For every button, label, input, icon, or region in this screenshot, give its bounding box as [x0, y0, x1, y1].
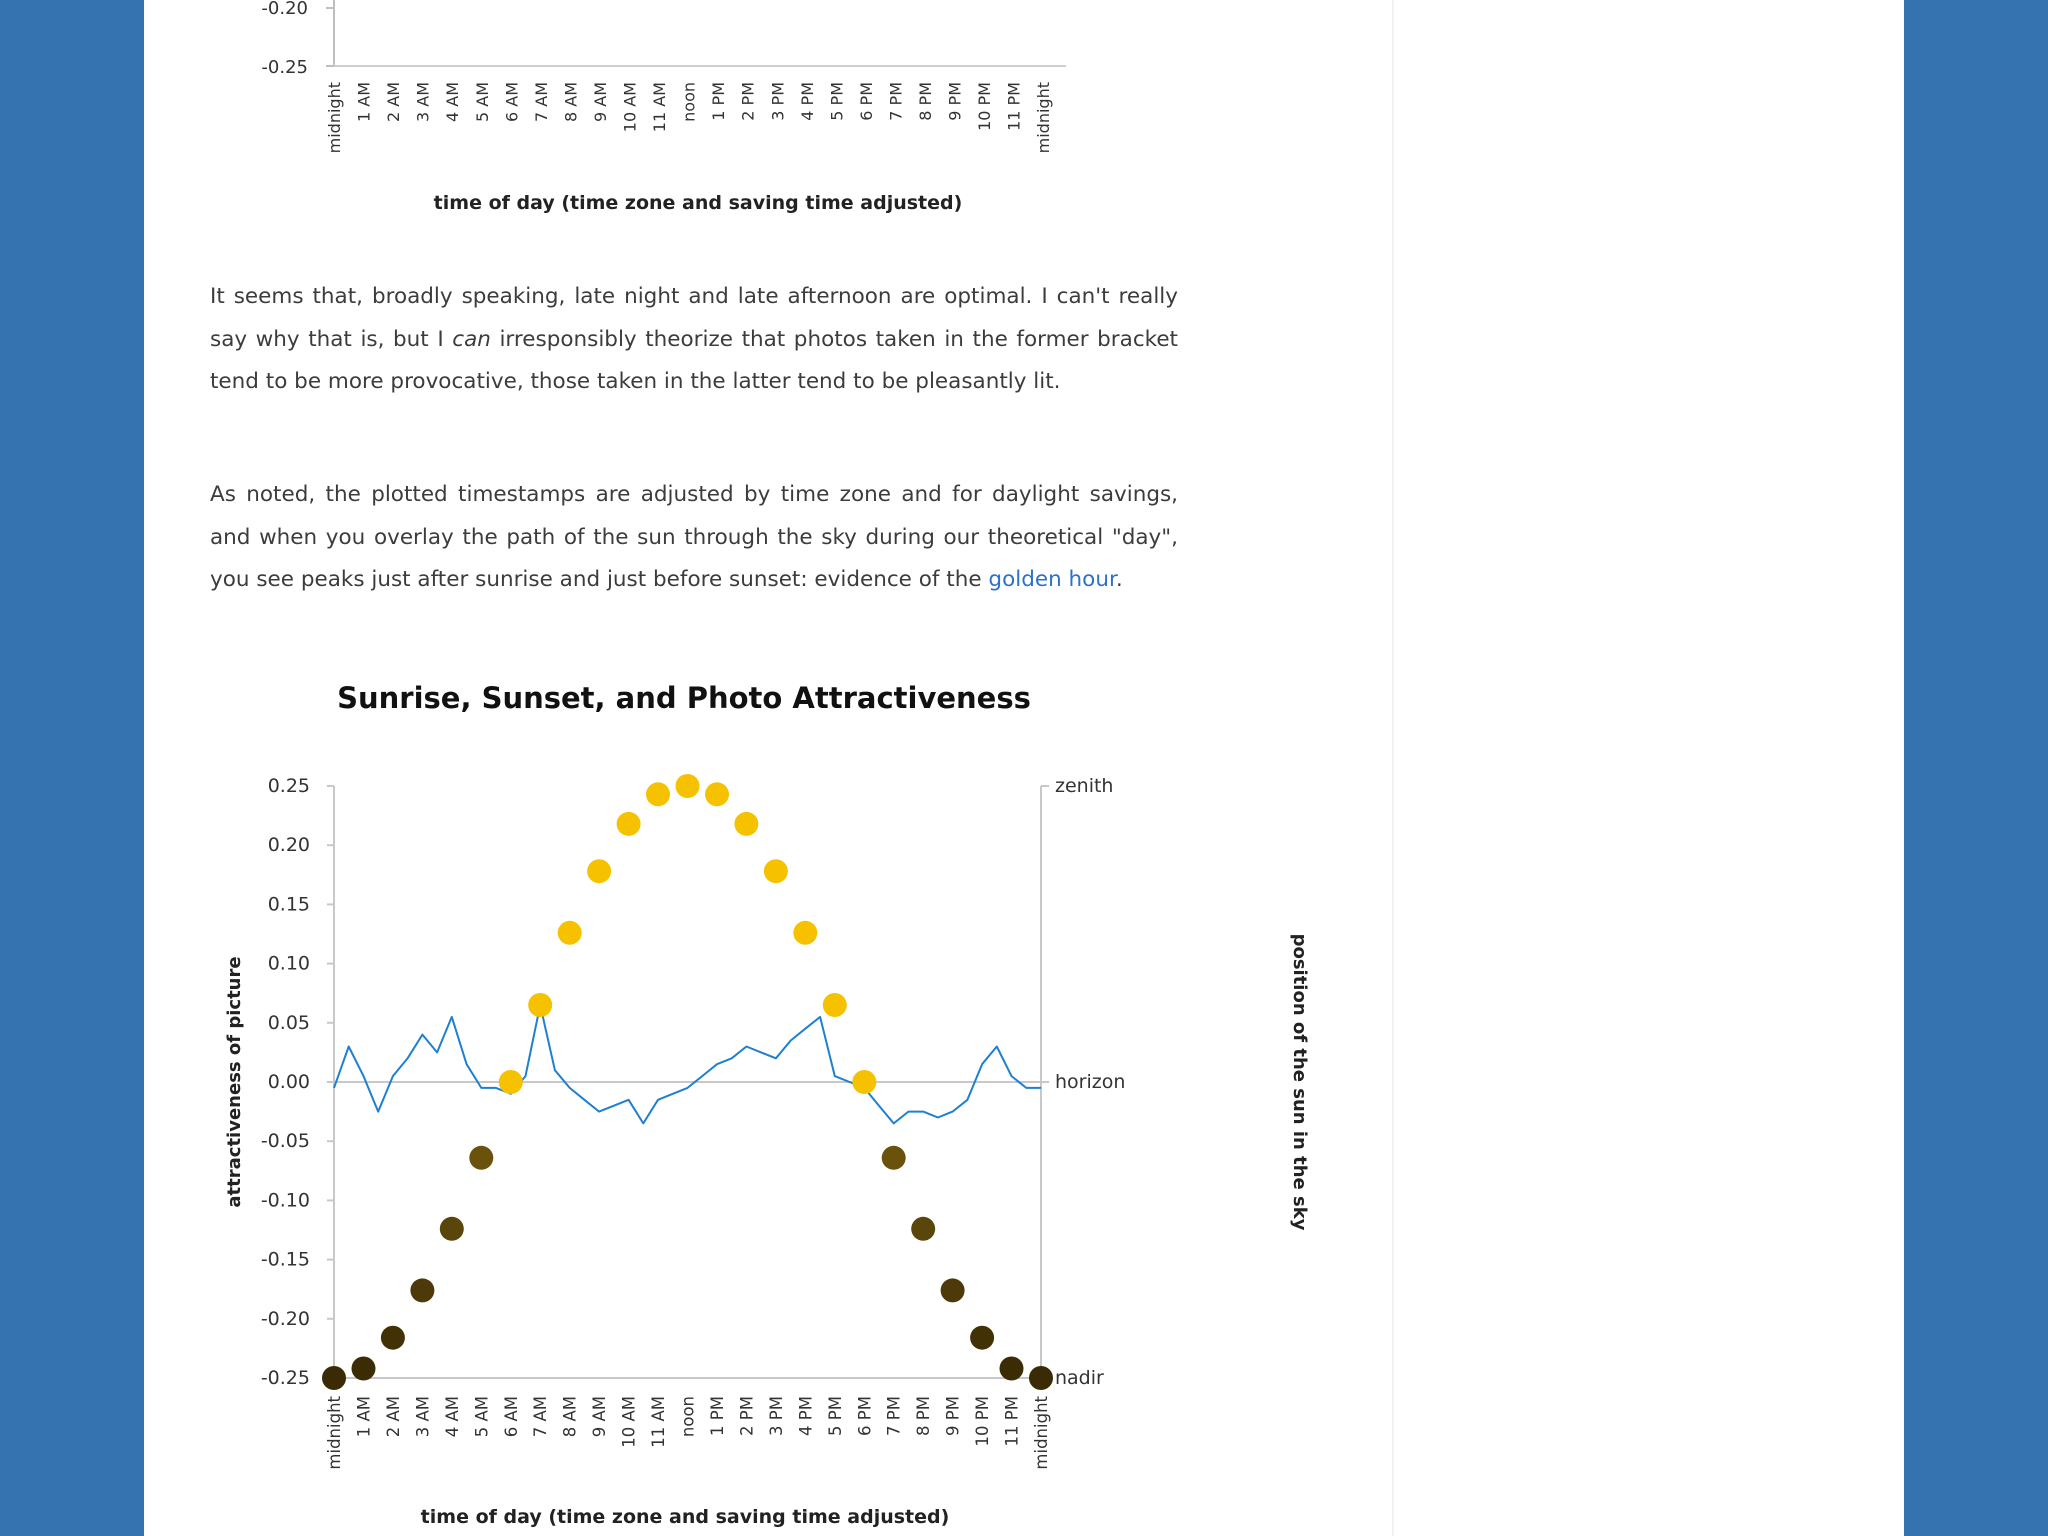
x-tick-label: 9 PM [945, 82, 965, 121]
sun-position-dot [499, 1070, 523, 1094]
y-tick-label: 0.20 [267, 834, 310, 857]
x-tick-label: 10 PM [975, 82, 995, 131]
sun-position-dot [734, 812, 758, 836]
x-tick-label: 7 PM [884, 1396, 904, 1436]
x-tick-label: 7 AM [531, 1396, 551, 1438]
x-tick-label: 1 PM [708, 1396, 727, 1436]
paragraph-text: . [1115, 567, 1123, 592]
x-axis-title: time of day (time zone and saving time adjusted) [420, 1506, 950, 1528]
sun-position-dot [823, 993, 847, 1017]
sun-position-dot [970, 1326, 994, 1350]
x-tick-label: 3 AM [413, 1396, 433, 1438]
y2-tick-labels [1041, 775, 1125, 1389]
x-tick-label: 5 PM [827, 82, 847, 121]
x-tick-label: 6 PM [856, 82, 876, 121]
emphasis-can: can [452, 326, 491, 352]
x-tick-label: 11 PM [1004, 82, 1024, 131]
x-tick-label: 5 AM [472, 82, 492, 123]
x-tick-label: midnight [325, 82, 344, 154]
sun-position-dot [852, 1070, 876, 1094]
x-tick-label: 8 PM [916, 82, 935, 121]
x-tick-label: noon [678, 1396, 698, 1438]
x-axis-title: time of day (time zone and saving time adjusted) [433, 192, 963, 214]
attractiveness-line [334, 1005, 1041, 1123]
x-tick-label: 11 PM [1002, 1396, 1022, 1447]
sun-position-dot [440, 1217, 464, 1241]
paragraph-text: As noted, the plotted timestamps are adjusted by time zone and for daylight savings, and when you overlay the path of the sun through the sky during our theoretical "day", you see peaks just after sunrise and just before sunset: evidence of the [210, 482, 1178, 592]
y-tick-label: 0.05 [267, 1011, 310, 1034]
x-tick-label: midnight [1032, 1396, 1051, 1470]
x-tick-labels [325, 1395, 1051, 1469]
x-tick-label: 1 PM [709, 82, 729, 121]
y-tick-label: 0.00 [267, 1071, 310, 1093]
golden-hour-link[interactable]: golden hour [988, 567, 1116, 592]
y2-axis-title: position of the sun in the sky [1289, 933, 1310, 1231]
sun-position-dot [911, 1217, 935, 1241]
sun-position-dot [528, 993, 552, 1017]
y2-tick-label: horizon [1055, 1071, 1126, 1093]
x-tick-label: 2 AM [383, 1396, 403, 1438]
sun-position-dot [381, 1326, 405, 1350]
x-tick-label: 3 AM [413, 82, 433, 123]
x-tick-label: 10 AM [619, 1396, 639, 1448]
x-tick-label: 1 AM [354, 1396, 374, 1438]
sun-position-dot [322, 1366, 346, 1390]
column-divider [1392, 0, 1394, 1536]
y2-tick-label: nadir [1055, 1367, 1104, 1389]
x-tick-label: midnight [325, 1396, 344, 1470]
sun-position-dot [469, 1146, 493, 1170]
x-tick-label: 9 AM [590, 1396, 610, 1438]
sun-position-dot [882, 1146, 906, 1170]
sun-position-dot [1000, 1357, 1024, 1381]
x-tick-label: 7 PM [886, 82, 906, 121]
chart-title: Sunrise, Sunset, and Photo Attractiveness [337, 681, 1031, 715]
sun-position-dot [705, 782, 729, 806]
x-tick-label: 4 AM [443, 82, 463, 123]
y-tick-labels [261, 775, 1041, 1389]
x-tick-label: 4 PM [797, 82, 817, 121]
sun-position-dot [558, 921, 582, 945]
x-tick-label: 9 AM [590, 82, 610, 123]
y-tick-label: -0.20 [261, 0, 308, 19]
x-tick-label: 3 PM [766, 1396, 786, 1436]
sun-position-dot [793, 921, 817, 945]
x-tick-label: 4 PM [796, 1396, 816, 1436]
paragraph-text: irresponsibly theorize that photos taken in the former bracket tend to be more provocative, those taken in the latter tend to be pleasantly lit. [210, 326, 1178, 394]
x-tick-label: 7 AM [531, 82, 551, 123]
x-tick-label: 6 AM [501, 1396, 521, 1438]
sun-position-dot [676, 774, 700, 798]
sun-position-dot [617, 812, 641, 836]
sunrise-sunset-chart [144, 0, 1324, 1536]
x-tick-label: 5 PM [825, 1396, 845, 1436]
x-tick-label: 10 PM [973, 1396, 993, 1447]
x-tick-label: 8 AM [561, 82, 581, 123]
paragraph-text: It seems that, broadly speaking, late night and late afternoon are optimal. I can't really say why that is, but I [210, 284, 1178, 352]
x-tick-label: 4 AM [442, 1396, 462, 1438]
sun-position-dot [764, 859, 788, 883]
y-tick-label: -0.05 [260, 1130, 310, 1153]
y-tick-label: 0.25 [267, 775, 310, 797]
x-tick-label: 9 PM [943, 1396, 963, 1436]
x-tick-label: 2 AM [384, 82, 404, 123]
x-tick-label: 6 AM [502, 82, 522, 123]
y-tick-label: -0.25 [261, 57, 308, 78]
y-tick-label: -0.10 [260, 1189, 310, 1212]
sun-position-dot [646, 782, 670, 806]
x-tick-label: 1 AM [354, 82, 374, 123]
x-tick-label: 2 PM [737, 1396, 757, 1436]
sun-position-dot [941, 1278, 965, 1302]
page-content [144, 0, 1904, 1536]
y2-tick-label: zenith [1055, 775, 1114, 797]
x-tick-label: midnight [1034, 82, 1054, 154]
x-tick-label: 6 PM [855, 1396, 875, 1436]
x-tick-label: 10 AM [620, 82, 640, 133]
sun-position-dot [352, 1357, 376, 1381]
attractiveness-line-layer [334, 1005, 1041, 1123]
sun-position-dot [587, 859, 611, 883]
y-tick-label: 0.15 [267, 893, 310, 916]
x-tick-label: 5 AM [472, 1396, 492, 1438]
sun-position-dot [1029, 1366, 1053, 1390]
y-tick-label: -0.20 [260, 1307, 310, 1330]
x-tick-label: 11 AM [650, 82, 670, 133]
x-tick-label: 11 AM [649, 1396, 668, 1448]
sun-position-dot [410, 1278, 434, 1302]
y-tick-label: 0.10 [267, 952, 310, 975]
y-tick-label: -0.15 [260, 1248, 310, 1271]
y-tick-label: -0.25 [260, 1367, 310, 1389]
x-tick-label: 2 PM [738, 82, 758, 121]
x-tick-label: 8 PM [914, 1396, 934, 1436]
x-tick-label: 3 PM [768, 82, 788, 121]
x-tick-label: 8 AM [560, 1396, 580, 1438]
y-axis-title: attractiveness of picture [224, 956, 245, 1208]
x-tick-label: noon [679, 82, 699, 122]
